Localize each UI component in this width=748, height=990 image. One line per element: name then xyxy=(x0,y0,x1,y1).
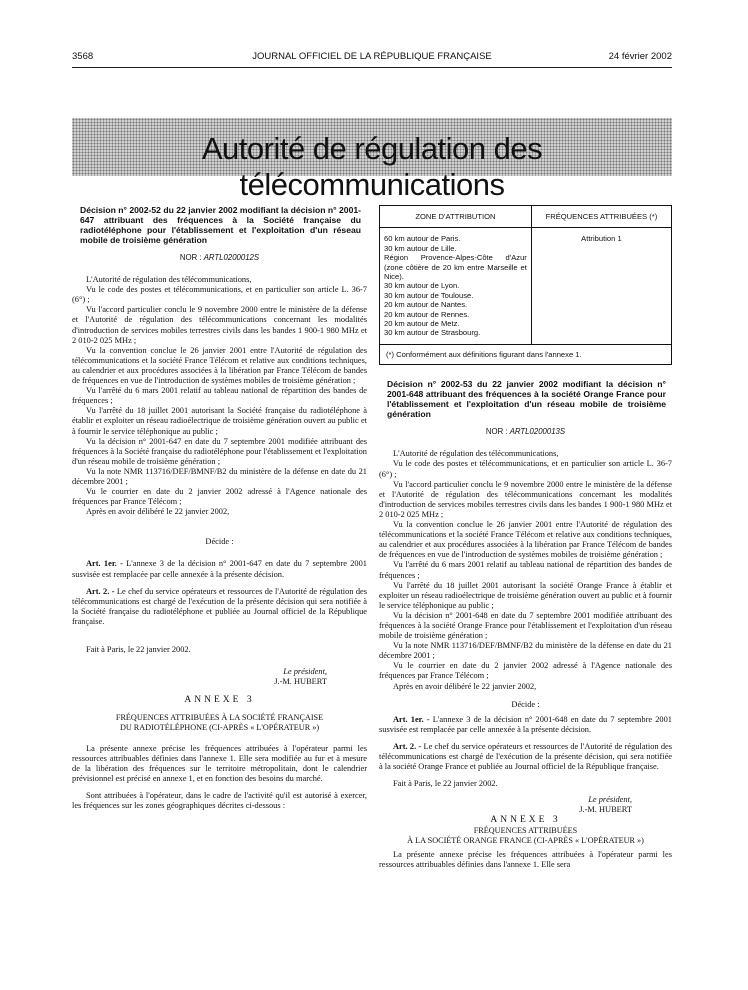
decide-heading: Décide : xyxy=(511,699,540,709)
zone-list xyxy=(380,228,532,344)
considerants-right xyxy=(379,449,672,691)
fait-a-paris: Fait à Paris, le 22 janvier 2002. xyxy=(393,779,498,789)
page-header xyxy=(72,51,672,65)
attribution-table xyxy=(379,205,672,365)
table-header-zone: ZONE D'ATTRIBUTION xyxy=(380,206,532,228)
fait-a-paris: Fait à Paris, le 22 janvier 2002. xyxy=(86,645,191,654)
zone-item: 30 km autour de Lille. xyxy=(384,243,457,253)
paragraph: Vu l'arrêté du 6 mars 2001 relatif au tableau national de répartition des bandes de fréquences ; xyxy=(379,560,672,580)
zone-item: 20 km autour de Nantes. xyxy=(384,300,468,310)
paragraph: Vu le code des postes et télécommunications, et en particulier son article L. 36-7 (6°) ; xyxy=(72,285,367,305)
frequency-cell: Attribution 1 xyxy=(581,234,622,244)
decision-title-right: Décision n° 2002-53 du 22 janvier 2002 modifiant la décision n° 2001-648 attribuant des fréquences à la société Orange France pour l'établissement et l'exploitation d'un réseau mobile de troisième génération xyxy=(387,379,666,420)
paragraph: Vu le courrier en date du 2 janvier 2002 adressé à l'Agence nationale des fréquences par France Télécom ; xyxy=(72,487,367,507)
paragraph: Vu la convention conclue le 26 janvier 2001 entre l'Autorité de régulation des télécommunications et la société France Télécom et relative aux conditions techniques, au calendrier et aux procédures associées à la libération par France Télécom de bandes de fréquences en vue de l'introduction de systèmes mobiles de troisième génération ; xyxy=(72,345,367,386)
signature-name: J.-M. HUBERT xyxy=(579,805,632,815)
paragraph: Vu l'arrêté du 6 mars 2001 relatif au tableau national de répartition des bandes de fréquences ; xyxy=(72,386,367,406)
paragraph: Vu l'accord particulier conclu le 9 novembre 2000 entre le ministère de la défense et l'Autorité de régulation des télécommunications concernant les modalités d'introduction de services mobiles terrestres civils dans les bandes 1 900-1 980 MHz et 2 010-2 025 MHz ; xyxy=(379,479,672,519)
header-rule xyxy=(72,67,672,68)
table-footnote: (*) Conformément aux définitions figurant dans l'annexe 1. xyxy=(380,344,672,364)
right-column xyxy=(379,205,672,870)
section-banner xyxy=(72,118,672,202)
article-2: Art. 2. - Le chef du service opérateurs et ressources de l'Autorité de régulation des télécommunications est chargé de l'exécution de la présente décision qui sera notifiée à la Société française du radiotéléphone et publiée au Journal officiel de la République française. xyxy=(72,586,367,626)
page-number: 3568 xyxy=(72,51,94,62)
issue-date: 24 février 2002 xyxy=(608,51,672,62)
article-1: Art. 1er. - L'annexe 3 de la décision n° 2001-647 en date du 7 septembre 2001 susvisée est remplacée par celle annexée à la présente décision. xyxy=(72,559,367,579)
annexe-paragraph-1: La présente annexe précise les fréquences attribuées à l'opérateur parmi les ressources attribuables définies dans l'annexe 1. Elle sera xyxy=(379,849,672,869)
decision-title-left: Décision n° 2002-52 du 22 janvier 2002 modifiant la décision n° 2001-647 attribuant des fréquences à la Société française du radiotéléphone pour l'établissement et l'exploitation d'un réseau mobile de troisième génération xyxy=(80,205,361,245)
paragraph: Vu l'arrêté du 18 juillet 2001 autorisant la société Orange France à établir et exploiter un réseau radioélectrique de troisième génération ouvert au public et à fournir le service téléphonique au public ; xyxy=(379,580,672,610)
nor-left: NOR : ARTL0200012S xyxy=(179,253,260,262)
paragraph: Vu la convention conclue le 26 janvier 2001 entre l'Autorité de régulation des télécommunications et la société France Télécom et relative aux conditions techniques, au calendrier et aux procédures associées à la libération par France Télécom de bandes de fréquences en vue de l'introduction de systèmes mobiles de troisième génération ; xyxy=(379,520,672,560)
paragraph: Après en avoir délibéré le 22 janvier 2002, xyxy=(393,681,537,691)
decide-heading: Décide : xyxy=(205,537,234,547)
zone-item: 30 km autour de Lyon. xyxy=(384,281,460,291)
annexe-paragraph-2: Sont attribuées à l'opérateur, dans le cadre de l'activité qu'il est autorisé à exercer, les fréquences sur les zones géographiques décrites ci-dessous : xyxy=(72,790,367,811)
paragraph: Après en avoir délibéré le 22 janvier 2002, xyxy=(86,507,230,517)
signature-name: J.-M. HUBERT xyxy=(274,677,327,687)
annexe-title-line-2: À LA SOCIÉTÉ ORANGE FRANCE (CI-APRÈS « L'OPÉRATEUR ») xyxy=(407,835,644,845)
paragraph: Vu la note NMR 113716/DEF/BMNF/B2 du ministère de la défense en date du 21 décembre 2001 ; xyxy=(72,466,367,486)
article-2: Art. 2. - Le chef du service opérateurs et ressources de l'Autorité de régulation des télécommunications est chargé de l'exécution de la présente décision, qui sera notifiée à la société Orange France et publiée au Journal officiel de la République française. xyxy=(379,741,673,772)
nor-right: NOR : ARTL0200013S xyxy=(485,427,566,437)
paragraph: L'Autorité de régulation des télécommunications, xyxy=(86,275,252,285)
zone-item: 30 km autour de Strasbourg. xyxy=(384,328,481,338)
paragraph: Vu le courrier en date du 2 janvier 2002 adressé à l'Agence nationale des fréquences par France Télécom ; xyxy=(379,661,672,681)
annexe-title-line-1: FRÉQUENCES ATTRIBUÉES À LA SOCIÉTÉ FRANÇAISE xyxy=(115,713,324,723)
signature-role: Le président, xyxy=(588,795,632,805)
annexe-title-line-1: FRÉQUENCES ATTRIBUÉES xyxy=(473,825,578,835)
considerants-left xyxy=(72,275,367,517)
annexe-title-line-2: DU RADIOTÉLÉPHONE (CI-APRÈS « L'OPÉRATEUR ») xyxy=(119,723,320,733)
paragraph: L'Autorité de régulation des télécommunications, xyxy=(393,449,559,459)
zone-item: 20 km autour de Rennes. xyxy=(384,309,470,319)
signature-role: Le président, xyxy=(283,667,327,677)
zone-item: 60 km autour de Paris. xyxy=(384,234,461,244)
paragraph: Vu la note NMR 113716/DEF/BMNF/B2 du ministère de la défense en date du 21 décembre 2001 ; xyxy=(379,641,672,661)
paragraph: Vu la décision n° 2001-648 en date du 7 septembre 2001 modifiée attribuant des fréquences à la société Orange France pour l'établissement et l'exploitation d'un réseau mobile de troisième génération ; xyxy=(379,610,672,641)
zone-item: 20 km autour de Metz. xyxy=(384,319,460,329)
paragraph: Vu le code des postes et télécommunications, et en particulier son article L. 36-7 (6°) ; xyxy=(379,459,672,479)
table-header-frequencies: FRÉQUENCES ATTRIBUÉES (*) xyxy=(531,206,671,228)
annexe-heading: ANNEXE 3 xyxy=(490,815,561,826)
zone-item: 30 km autour de Toulouse. xyxy=(384,290,474,300)
annexe-heading: ANNEXE 3 xyxy=(184,695,255,706)
left-column xyxy=(72,205,367,811)
paragraph: Vu l'accord particulier conclu le 9 novembre 2000 entre le ministère de la défense et l'Autorité de régulation des télécommunications concernant les modalités d'introduction de services mobiles terrestres civils dans les bandes 1 900-1 980 MHz et 2 010-2 025 MHz ; xyxy=(72,305,367,345)
article-1: Art. 1er. - L'annexe 3 de la décision n° 2001-648 en date du 7 septembre 2001 susvisée est remplacée par celle annexée à la présente décision. xyxy=(379,714,672,734)
annexe-paragraph-1: La présente annexe précise les fréquences attribuées à l'opérateur parmi les ressources attribuables définies dans l'annexe 1. Elle sera modifiée au fur et à mesure de la libération des fréquences sur le territoire métropolitain, dont le calendrier prévisionnel est précisé en annexe 1, et en fonction des besoins du marché. xyxy=(72,743,367,783)
paragraph: Vu la décision n° 2001-647 en date du 7 septembre 2001 modifiée attribuant des fréquences à la Société française du radiotéléphone pour l'établissement et l'exploitation d'un réseau mobile de troisième génération ; xyxy=(72,436,367,466)
zone-item: Région Provence-Alpes-Côte d'Azur (zone côtière de 20 km entre Marseille et Nice). xyxy=(384,253,527,282)
banner-title: Autorité de régulation des télécommunications xyxy=(201,131,543,202)
paragraph: Vu l'arrêté du 18 juillet 2001 autorisant la Société française du radiotéléphone à établir et exploiter un réseau radioélectrique de troisième génération ouvert au public et à fournir le service téléphonique au public ; xyxy=(72,406,367,436)
journal-title: JOURNAL OFFICIEL DE LA RÉPUBLIQUE FRANÇAISE xyxy=(252,51,492,62)
